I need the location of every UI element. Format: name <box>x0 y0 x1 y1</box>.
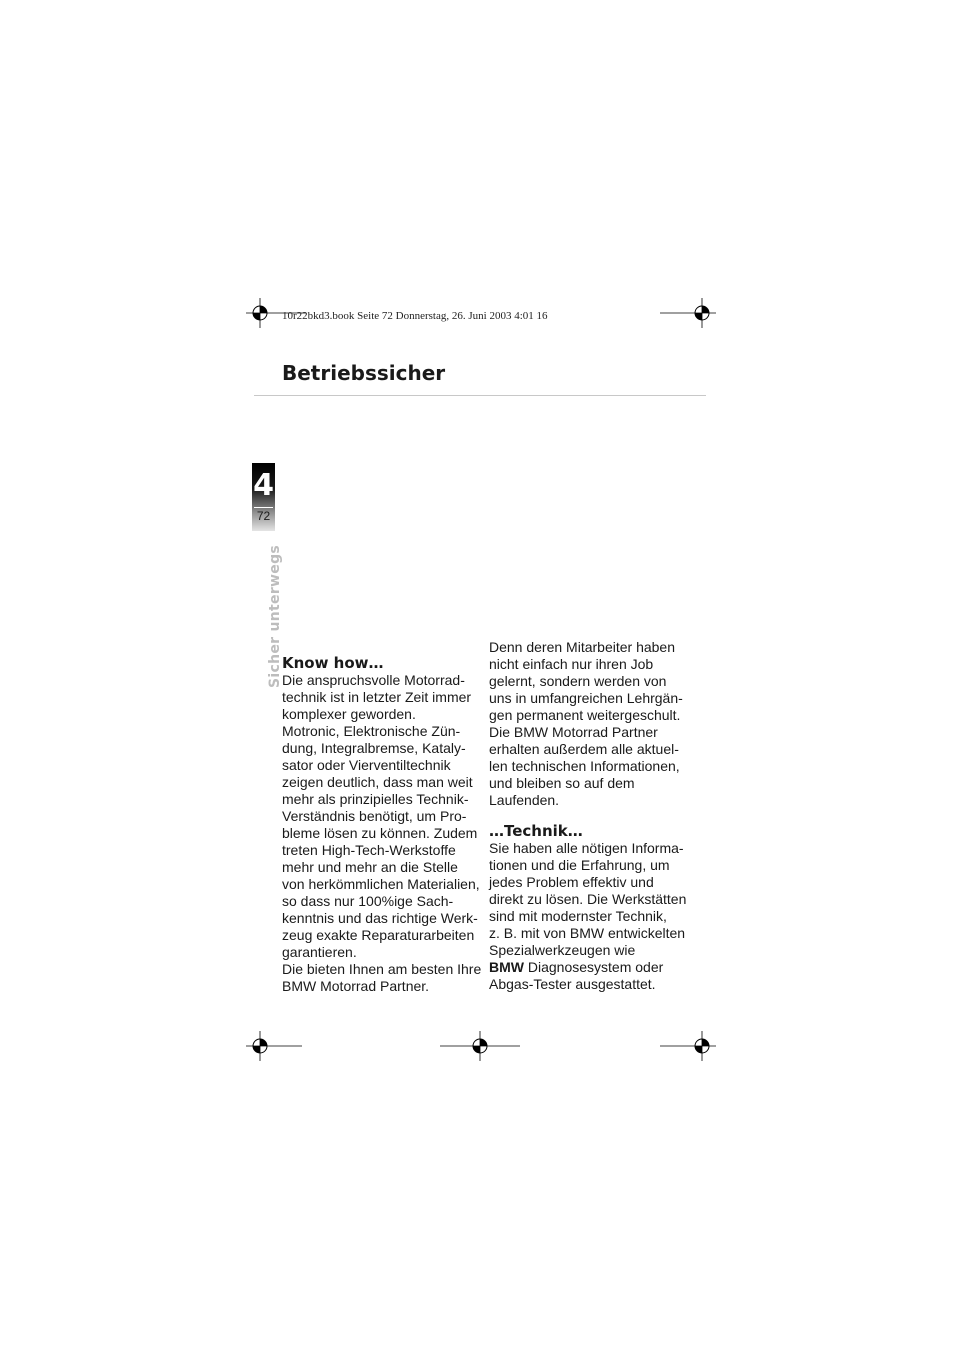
chapter-number: 4 <box>253 468 274 503</box>
paragraph-line: Die anspruchsvolle Motorrad- <box>282 672 465 688</box>
paragraph-line: Die bieten Ihnen am besten Ihre <box>282 961 482 977</box>
paragraph-line: zeug exakte Reparaturarbeiten <box>282 927 475 943</box>
paragraph-line: Sie haben alle nötigen Informa- <box>489 840 684 856</box>
paragraph-line: gelernt, sondern werden von <box>489 673 667 689</box>
paragraph-line: garantieren. <box>282 944 357 960</box>
paragraph-line: kenntnis und das richtige Werk- <box>282 910 478 926</box>
paragraph-line: uns in umfangreichen Lehrgän- <box>489 690 683 706</box>
title-rule <box>254 395 706 396</box>
paragraph-line: bleme lösen zu können. Zudem <box>282 825 478 841</box>
paragraph-line: Die BMW Motorrad Partner <box>489 724 658 740</box>
paragraph-line: dung, Integralbremse, Kataly- <box>282 740 466 756</box>
paragraph-line: so dass nur 100%ige Sach- <box>282 893 454 909</box>
paragraph-line: Abgas-Tester ausgestattet. <box>489 976 656 992</box>
paragraph-line: Spezialwerkzeugen wie <box>489 942 636 958</box>
page-number: 72 <box>256 509 271 523</box>
paragraph-line: sind mit modernster Technik, <box>489 908 667 924</box>
paragraph-line: Verständnis benötigt, um Pro- <box>282 808 467 824</box>
paragraph-line: mehr als prinzipielles Technik- <box>282 791 469 807</box>
paragraph-line: treten High-Tech-Werkstoffe <box>282 842 456 858</box>
paragraph-line: gen permanent weitergeschult. <box>489 707 681 723</box>
paragraph-line: komplexer geworden. <box>282 706 416 722</box>
paragraph-line: tionen und die Erfahrung, um <box>489 857 670 873</box>
paragraph-line-rest: Diagnosesystem oder <box>524 959 664 975</box>
paragraph-line: erhalten außerdem alle aktuel- <box>489 741 679 757</box>
paragraph-line: sator oder Vierventiltechnik <box>282 757 451 773</box>
left-column <box>282 655 482 995</box>
paragraph-line: BMW Motorrad Partner. <box>282 978 430 994</box>
crop-mark-top-right <box>660 298 716 328</box>
paragraph-line: direkt zu lösen. Die Werkstätten <box>489 891 687 907</box>
paragraph-line: zeigen deutlich, dass man weit <box>282 774 473 790</box>
heading-know-how: Know how… <box>282 654 384 672</box>
paragraph-line: jedes Problem effektiv und <box>489 874 654 890</box>
paragraph-line: Motronic, Elektronische Zün- <box>282 723 461 739</box>
paragraph-line: und bleiben so auf dem <box>489 775 635 791</box>
crop-mark-bottom-right <box>660 1031 716 1061</box>
paragraph-line-bmw <box>489 959 689 976</box>
paragraph-line: mehr und mehr an die Stelle <box>282 859 458 875</box>
page-title: Betriebssicher <box>282 361 446 385</box>
chapter-tab <box>252 463 275 531</box>
heading-technik: …Technik… <box>489 822 583 840</box>
paragraph-line: nicht einfach nur ihren Job <box>489 656 654 672</box>
crop-mark-bottom-center <box>440 1031 520 1061</box>
paragraph-line: Laufenden. <box>489 792 560 808</box>
paragraph-line: von herkömmlichen Materialien, <box>282 876 480 892</box>
paragraph-line: technik ist in letzter Zeit immer <box>282 689 472 705</box>
paragraph-line: len technischen Informationen, <box>489 758 680 774</box>
paragraph-line: Denn deren Mitarbeiter haben <box>489 639 676 655</box>
paragraph-line: z. B. mit von BMW entwickelten <box>489 925 686 941</box>
bmw-bold-text: BMW <box>489 959 524 975</box>
section-label: Sicher unterwegs <box>267 544 283 688</box>
right-column <box>489 639 689 993</box>
print-header: 10r22bkd3.book Seite 72 Donnerstag, 26. Juni 2003 4:01 16 <box>282 310 548 322</box>
chapter-divider <box>254 507 273 508</box>
crop-mark-bottom-left <box>246 1031 302 1061</box>
